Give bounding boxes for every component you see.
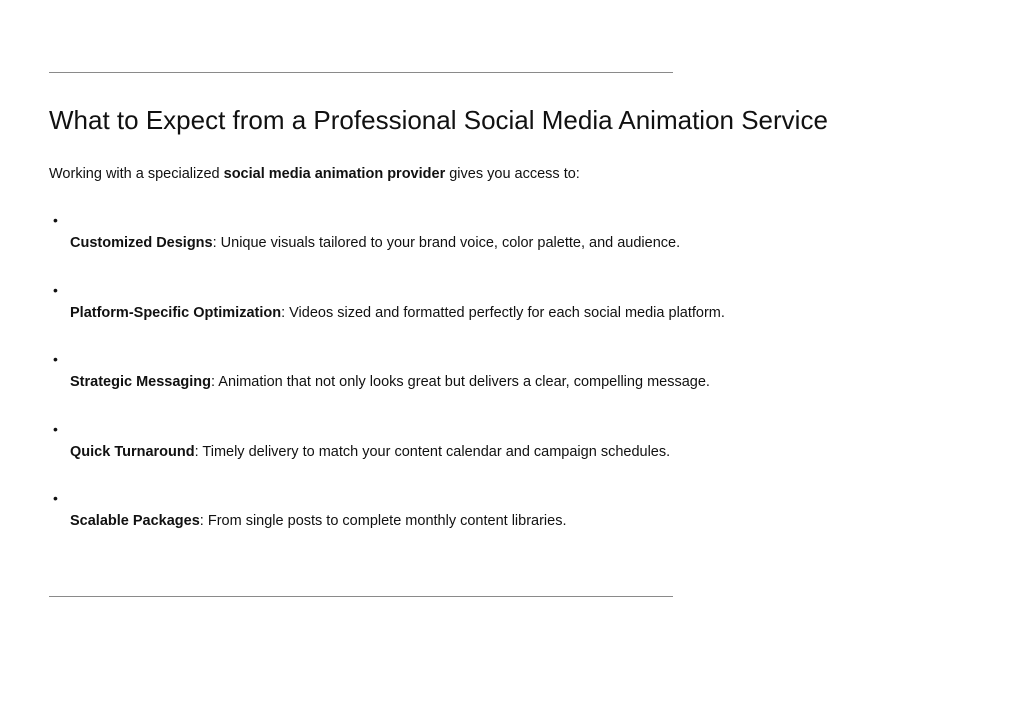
list-item-text [70,303,725,323]
list-item-term: Strategic Messaging [70,374,212,391]
list-item-term: Platform-Specific Optimization [70,304,282,321]
intro-text-before: Working with a specialized [49,166,224,182]
list-item-text [70,511,566,531]
bullet-icon: • [53,281,58,298]
bottom-divider [49,596,673,597]
intro-emphasis: social media animation provider [223,166,446,182]
bullet-icon: • [53,212,58,228]
list-item-description: : Videos sized and formatted perfectly for each social media platform. [281,304,725,321]
list-item-term: Scalable Packages [70,513,200,530]
intro-text-after: gives you access to: [445,166,580,182]
top-divider [49,72,673,73]
list-item-text [70,442,670,462]
list-item-term: Quick Turnaround [70,443,195,460]
intro-paragraph [49,164,580,184]
list-item-term: Customized Designs [70,235,213,251]
list-item-description: : From single posts to complete monthly content libraries. [199,513,567,530]
bullet-icon: • [53,420,58,437]
section-heading: What to Expect from a Professional Social Media Animation Service [49,105,828,135]
list-item-text [70,372,710,392]
bullet-icon: • [53,490,58,507]
list-item-description: : Unique visuals tailored to your brand voice, color palette, and audience. [212,235,681,251]
bullet-icon: • [53,351,58,368]
list-item-text [70,233,680,253]
list-item-description: : Timely delivery to match your content calendar and campaign schedules. [194,443,671,460]
list-item-description: : Animation that not only looks great but delivers a clear, compelling message. [211,374,710,391]
